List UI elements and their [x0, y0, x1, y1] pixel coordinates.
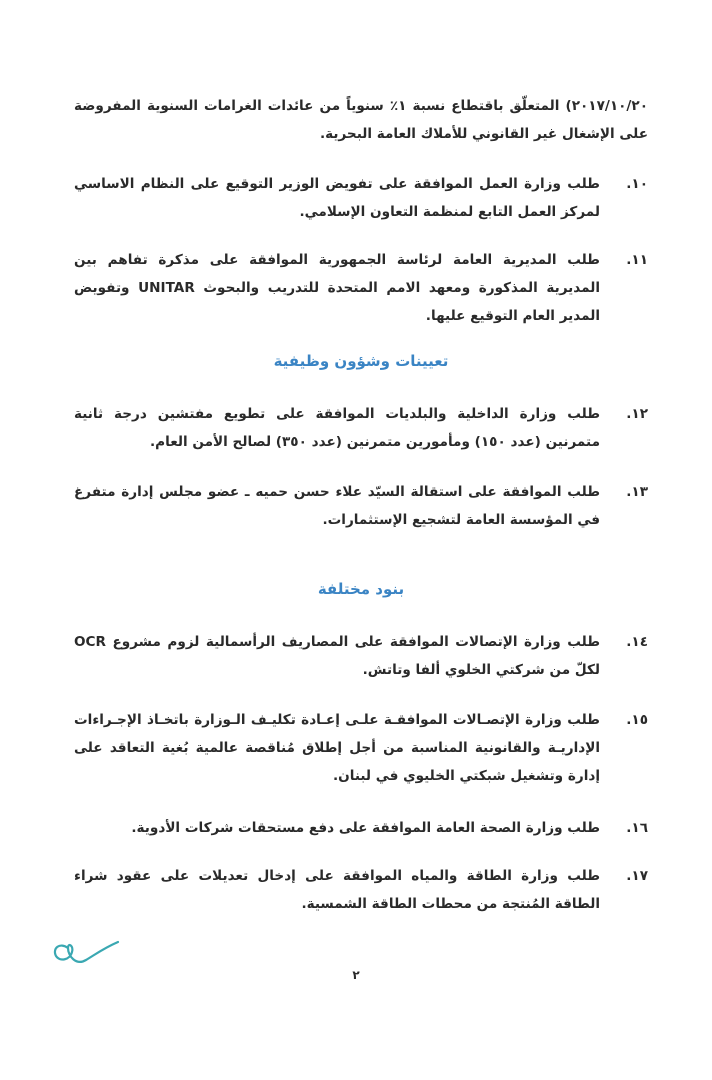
item-text: طلب وزارة الإتصـالات الموافقـة علـى إعـادة تكليـف الـوزارة باتخـاذ الإجـراءات الإداريـة والقانونية المناسبة من أجل إطلاق مُناقصة عالمية بُغية التعاقد على إدارة وتشغيل شبكتي الخليوي في لبنان. — [74, 712, 600, 784]
item-text: طلب وزارة العمل الموافقة على تفويض الوزير التوقيع على النظام الاساسي لمركز العمل التابع لمنظمة التعاون الإسلامي. — [74, 176, 600, 220]
list-item-11 — [74, 246, 648, 330]
list-item-12 — [74, 400, 648, 456]
list-item-17 — [74, 862, 648, 918]
item-number: ١٢. — [626, 406, 648, 422]
list-item-15 — [74, 706, 648, 790]
item-text: طلب المديرية العامة لرئاسة الجمهورية الموافقة على مذكرة تفاهم بين المديرية المذكورة ومعهد الامم المتحدة للتدريب والبحوث UNITAR وتفويض المدير العام التوقيع عليها. — [74, 252, 601, 324]
list-item-14 — [74, 628, 648, 684]
item-text: طلب الموافقة على استقالة السيّد علاء حسن حميه ـ عضو مجلس إدارة متفرغ في المؤسسة العامة لتشجيع الإستثمارات. — [74, 484, 600, 528]
item-text: طلب وزارة الإتصالات الموافقة على المصاريف الرأسمالية لزوم مشروع OCR لكلّ من شركتي الخلوي ألفا وتاتش. — [74, 634, 600, 678]
item-number: ١٥. — [626, 712, 648, 728]
item-text: طلب وزارة الداخلية والبلديات الموافقة على تطويع مفتشين درجة ثانية متمرنين (عدد ١٥٠) ومأمورين متمرنين (عدد ٣٥٠) لصالح الأمن العام. — [74, 406, 600, 450]
item-number: ١٤. — [626, 634, 648, 650]
section-heading-miscellaneous: بنود مختلفة — [317, 580, 405, 598]
item-number: ١٦. — [626, 820, 648, 836]
list-item-16 — [74, 814, 648, 842]
item-number: ١١. — [626, 252, 648, 268]
signature-mark — [46, 926, 126, 974]
section-heading-appointments: تعيينات وشؤون وظيفية — [273, 352, 449, 370]
item-number: ١٧. — [626, 868, 648, 884]
continuation-paragraph: ٢٠١٧/١٠/٢٠) المتعلّق باقتطاع نسبة ١٪ سنوياً من عائدات الغرامات السنوية المفروضة على الإشغال غير القانوني للأملاك العامة البحرية. — [74, 98, 648, 142]
list-item-13 — [74, 478, 648, 534]
item-text: طلب وزارة الطاقة والمياه الموافقة على إدخال تعديلات على عقود شراء الطاقة المُنتجة من محطات الطاقة الشمسية. — [74, 868, 600, 912]
item-number: ١٣. — [626, 484, 648, 500]
item-number: ١٠. — [626, 176, 648, 192]
list-item-10 — [74, 170, 648, 226]
item-text: طلب وزارة الصحة العامة الموافقة على دفع مستحقات شركات الأدوية. — [131, 820, 600, 836]
page-number: ٢ — [352, 968, 360, 982]
